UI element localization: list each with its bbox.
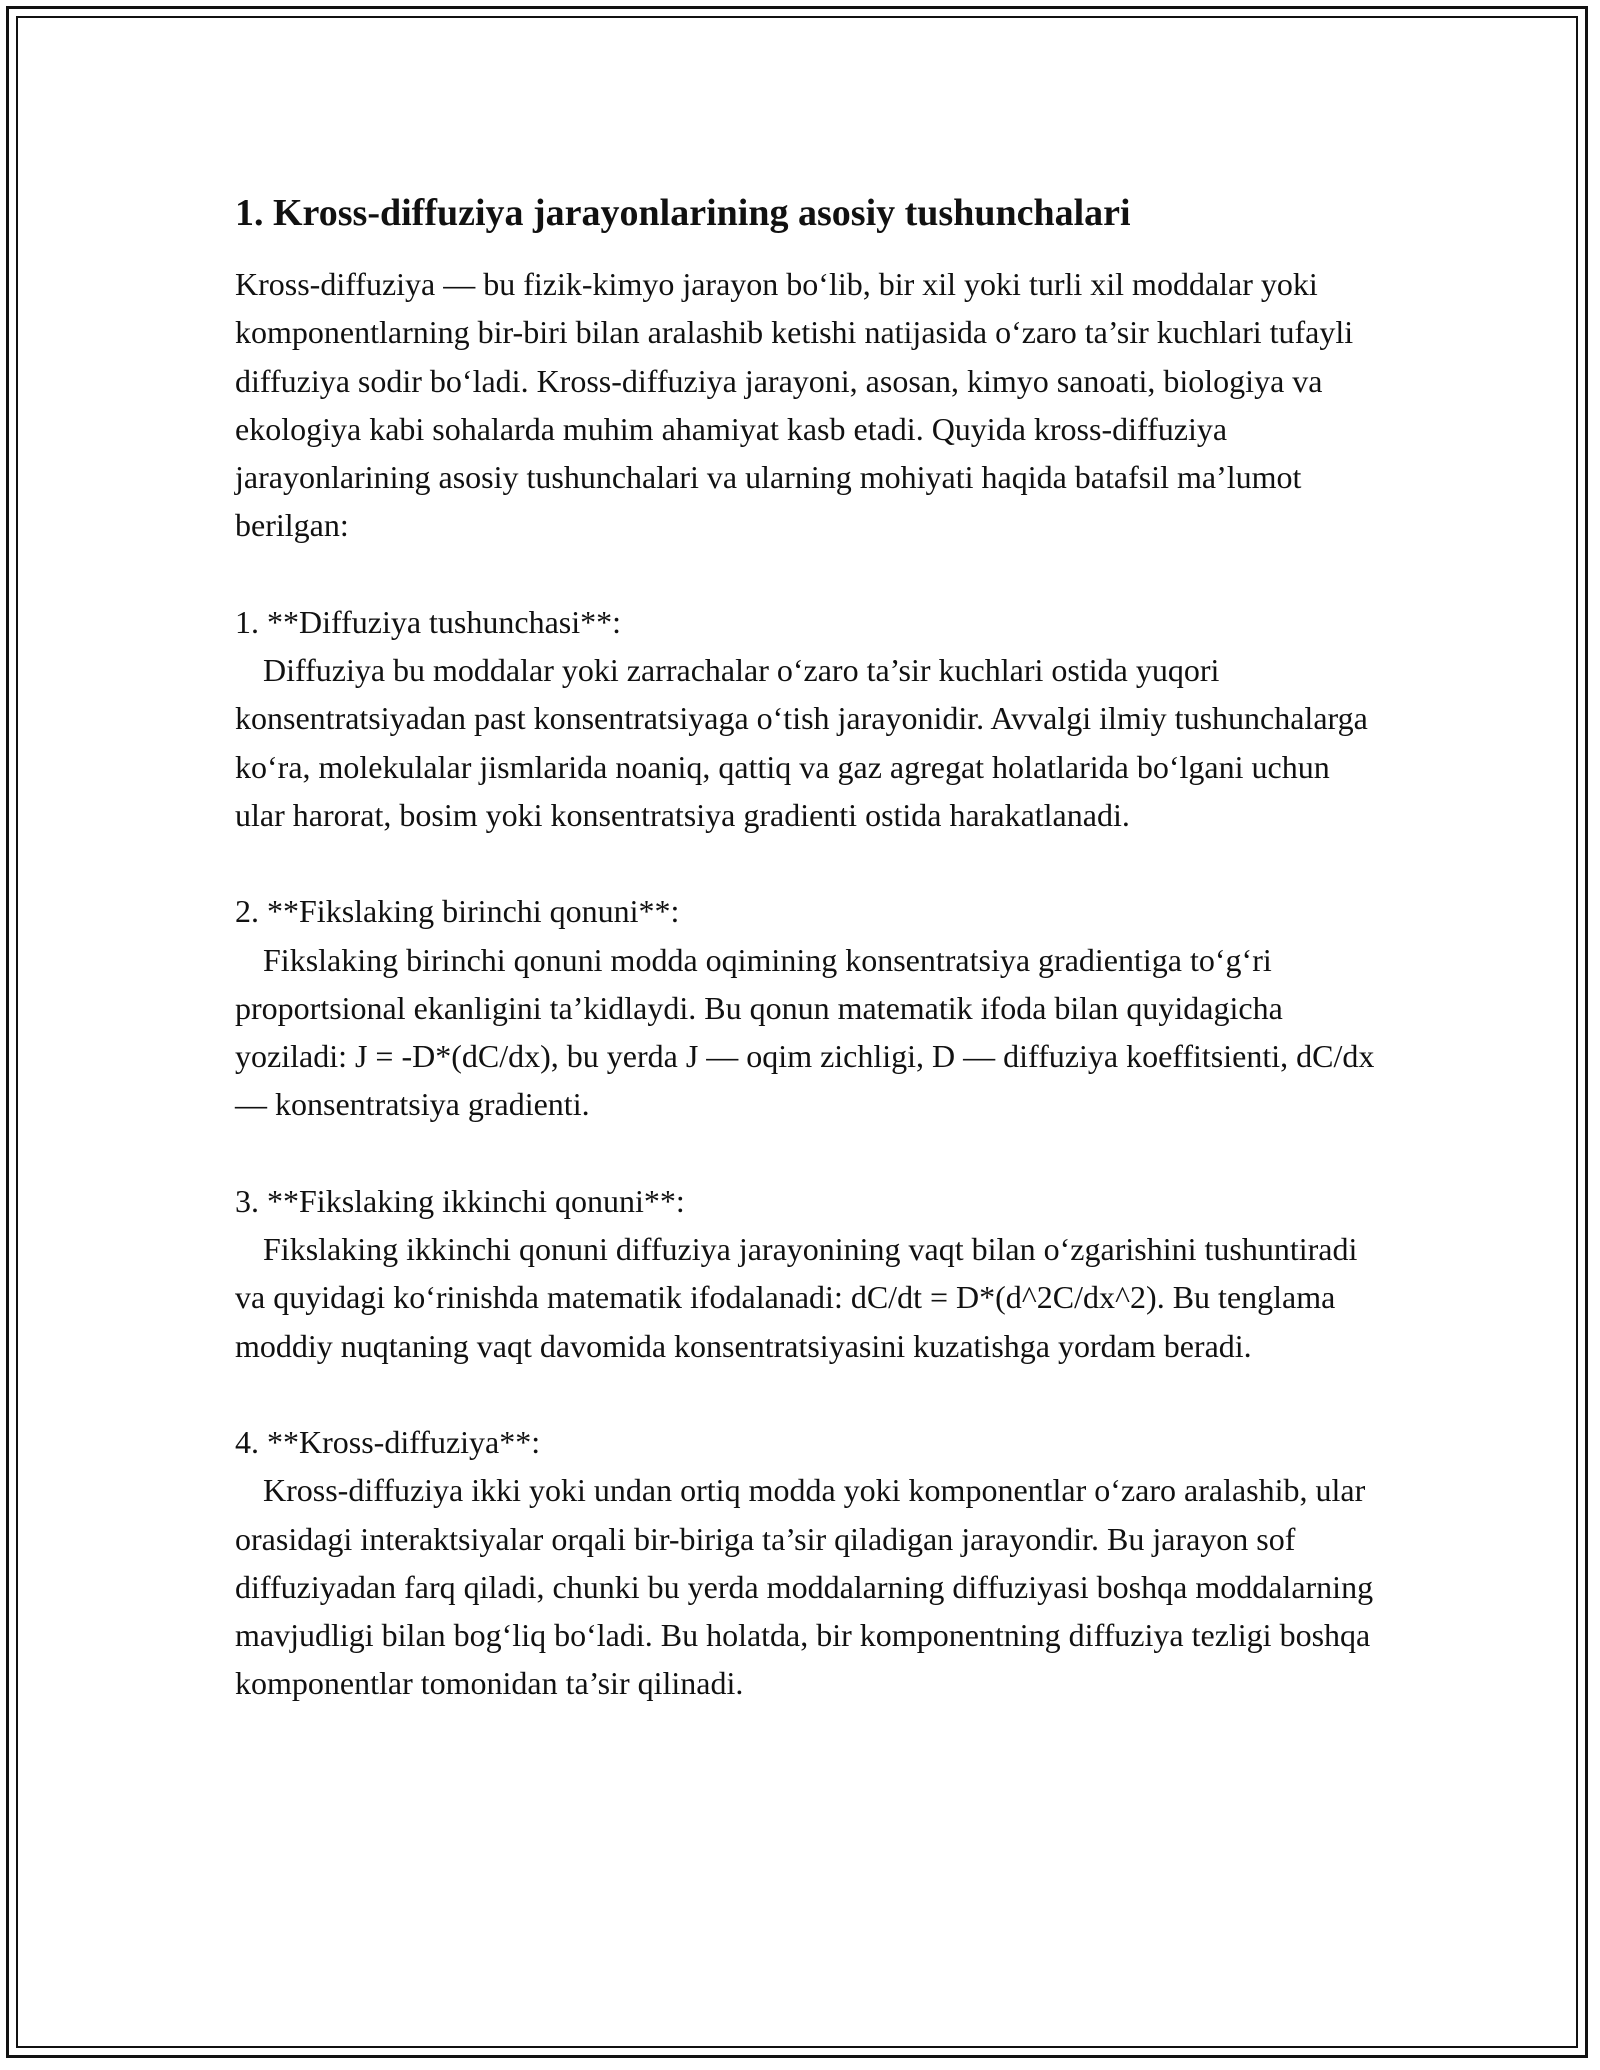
section-paragraph: Diffuziya bu moddalar yoki zarrachalar o‘zaro ta’sir kuchlari ostida yuqori konsentratsiyadan past konsentratsiyaga o‘tish jarayonidir. Avvalgi ilmiy tushunchalarga ko‘ra, molekulalar jismlarida noaniq, qattiq va gaz agregat holatlarida bo‘lgani uchun ular harorat, bosim yoki konsentratsiya gradienti ostida harakatlanadi. <box>235 652 1368 833</box>
section-paragraph: Kross-diffuziya ikki yoki undan ortiq modda yoki komponentlar o‘zaro aralashib, ular orasidagi interaktsiyalar orqali bir-biriga ta’sir qiladigan jarayondir. Bu jarayon sof diffuziyadan farq qiladi, chunki bu yerda moddalarning diffuziyasi boshqa moddalarning mavjudligi bilan bog‘liq bo‘ladi. Bu holatda, bir komponentning diffuziya tezligi boshqa komponentlar tomonidan ta’sir qilinadi. <box>235 1472 1374 1702</box>
section-first-law <box>235 887 1375 1128</box>
section-diffusion-concept <box>235 598 1375 839</box>
section-heading: 4. **Kross-diffuziya**: <box>235 1423 541 1460</box>
section-heading: 3. **Fikslaking ikkinchi qonuni**: <box>235 1182 685 1219</box>
section-paragraph: Fikslaking birinchi qonuni modda oqimining konsentratsiya gradientiga to‘g‘ri proportsional ekanligini ta’kidlaydi. Bu qonun matematik ifoda bilan quyidagicha yoziladi: J = -D*(dC/dx), bu yerda J — oqim zichligi, D — diffuziya koeffitsienti, dC/dx — konsentratsiya gradienti. <box>235 941 1375 1123</box>
document-body <box>235 188 1375 1708</box>
section-heading: 1. **Diffuziya tushunchasi**: <box>235 603 622 640</box>
intro-paragraph: Kross-diffuziya — bu fizik-kimyo jarayon bo‘lib, bir xil yoki turli xil moddalar yoki komponentlarning bir-biri bilan aralashib ketishi natijasida o‘zaro ta’sir kuchlari tufayli diffuziya sodir bo‘ladi. Kross-diffuziya jarayoni, asosan, kimyo sanoati, biologiya va ekologiya kabi sohalarda muhim ahamiyat kasb etadi. Quyida kross-diffuziya jarayonlarining asosiy tushunchalari va ularning mohiyati haqida batafsil ma’lumot berilgan: <box>235 266 1354 544</box>
section-cross-diffusion <box>235 1418 1375 1708</box>
section-paragraph: Fikslaking ikkinchi qonuni diffuziya jarayonining vaqt bilan o‘zgarishini tushuntiradi va quyidagi ko‘rinishda matematik ifodalanadi: dC/dt = D*(d^2C/dx^2). Bu tenglama moddiy nuqtaning vaqt davomida konsentratsiyasini kuzatishga yordam beradi. <box>235 1231 1358 1364</box>
section-second-law <box>235 1177 1375 1370</box>
section-heading: 2. **Fikslaking birinchi qonuni**: <box>235 893 680 930</box>
document-title: 1. Kross-diffuziya jarayonlarining asosiy tushunchalari <box>235 192 1131 234</box>
